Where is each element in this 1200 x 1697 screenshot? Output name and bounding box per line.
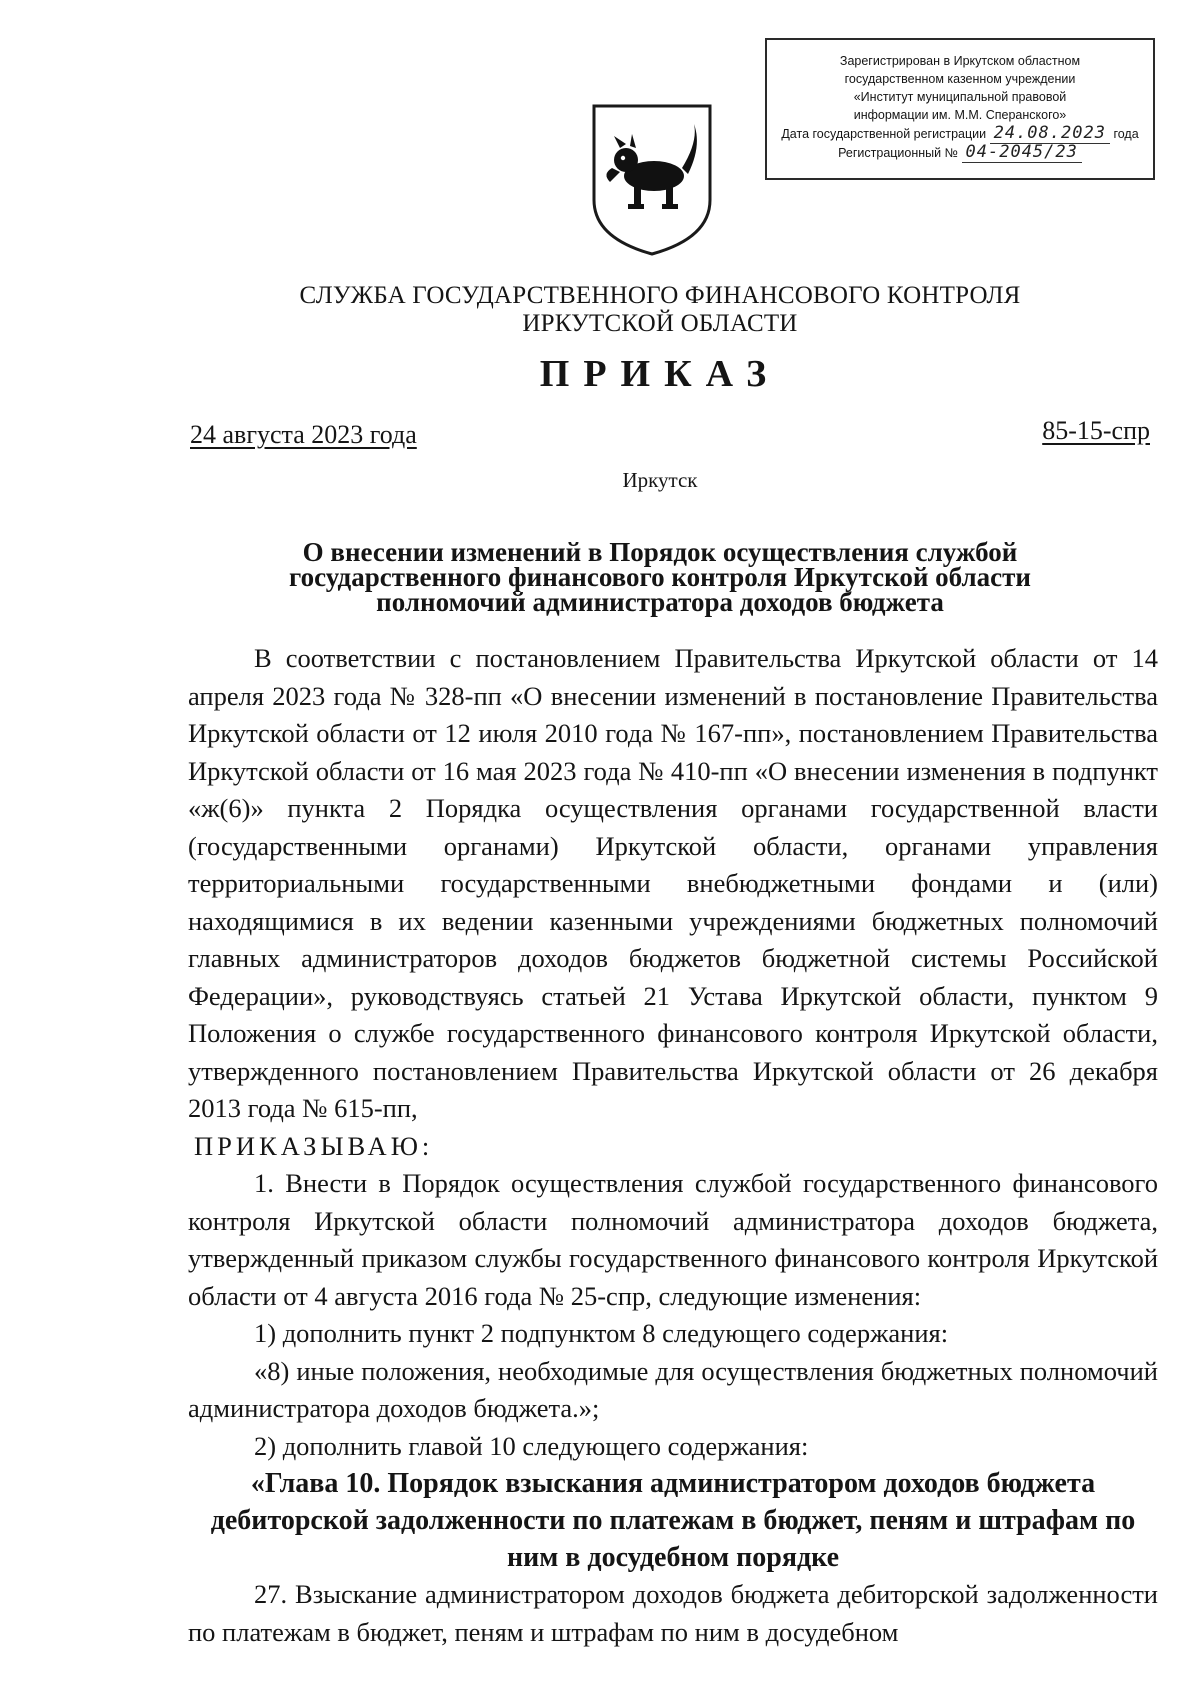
stamp-reg-row [767, 143, 1153, 162]
chapter-title: «Глава 10. Порядок взыскания администратором доходов бюджета дебиторской задолженности по платежам в бюджет, пеням и штрафам по ним в досудебном порядке [210, 1468, 1136, 1573]
stamp-line: государственном казенном учреждении [844, 72, 1076, 86]
subitem-2-paragraph: 2) дополнить главой 10 следующего содержания: [254, 1430, 809, 1461]
document-city: Иркутск [622, 468, 698, 492]
stamp-line: «Институт муниципальной правовой [853, 90, 1067, 104]
order-word: ПРИКАЗЫВАЮ: [194, 1130, 434, 1161]
stamp-date-suffix: года [1113, 127, 1139, 141]
document-type: ПРИКАЗ [539, 353, 781, 395]
stamp-reg-label: Регистрационный № [838, 146, 959, 160]
coat-of-arms-icon [590, 102, 714, 258]
stamp-date-value: 24.08.2023 [990, 123, 1110, 144]
subject-line: государственного финансового контроля Иркутской области [289, 562, 1031, 592]
organization-name: СЛУЖБА ГОСУДАРСТВЕННОГО ФИНАНСОВОГО КОНТРОЛЯ [299, 282, 1021, 309]
quote-paragraph: «8) иные положения, необходимые для осуществления бюджетных полномочий администратора доходов бюджета.»; [188, 1355, 1158, 1423]
document-body [188, 640, 1158, 1651]
stamp-line: информации им. М.М. Сперанского» [853, 108, 1067, 122]
registration-stamp [765, 38, 1155, 180]
subject-line: О внесении изменений в Порядок осуществления службой [302, 537, 1018, 567]
stamp-reg-value: 04-2045/23 [962, 142, 1082, 163]
stamp-date-label: Дата государственной регистрации [781, 127, 987, 141]
subitem-1-paragraph: 1) дополнить пункт 2 подпунктом 8 следующего содержания: [254, 1318, 949, 1348]
organization-region: ИРКУТСКОЙ ОБЛАСТИ [522, 310, 798, 337]
subject-line: полномочий администратора доходов бюджета [376, 587, 944, 617]
item-1-paragraph: 1. Внести в Порядок осуществления службой государственного финансового контроля Иркутской области полномочий администратора доходов бюджета, утвержденный приказом службы государственного финансового контроля Иркутской области от 4 августа 2016 года № 25-спр, следующие изменения: [188, 1168, 1158, 1311]
document-subject [210, 537, 1110, 617]
paragraph-27: 27. Взыскание администратором доходов бюджета дебиторской задолженности по платежам в бюджет, пеням и штрафам по ним в досудебном [188, 1579, 1158, 1647]
document-date: 24 августа 2023 года [190, 420, 417, 449]
stamp-date-row [767, 124, 1153, 143]
preamble-paragraph: В соответствии с постановлением Правительства Иркутской области от 14 апреля 2023 года № 328-пп «О внесении изменений в постановление Правительства Иркутской области от 12 июля 2010 года № 167-пп», постановлением Правительства Иркутской области от 16 мая 2023 года № 410-пп «О внесении изменения в подпункт «ж(6)» пункта 2 Порядка осуществления органами государственной власти (государственными органами) Иркутской области, органами управления территориальными государственными внебюджетными фондами и (или) находящимися в их ведении казенными учреждениями бюджетных полномочий главных администраторов доходов бюджетов бюджетной системы Российской Федерации», руководствуясь статьей 21 Устава Иркутской области, пунктом 9 Положения о службе государственного финансового контроля Иркутской области, утвержденного постановлением Правительства Иркутской области от 26 декабря 2013 года № 615-пп, [188, 643, 1158, 1123]
stamp-line: Зарегистрирован в Иркутском областном [839, 54, 1081, 68]
document-number: 85-15-спр [1042, 416, 1150, 445]
